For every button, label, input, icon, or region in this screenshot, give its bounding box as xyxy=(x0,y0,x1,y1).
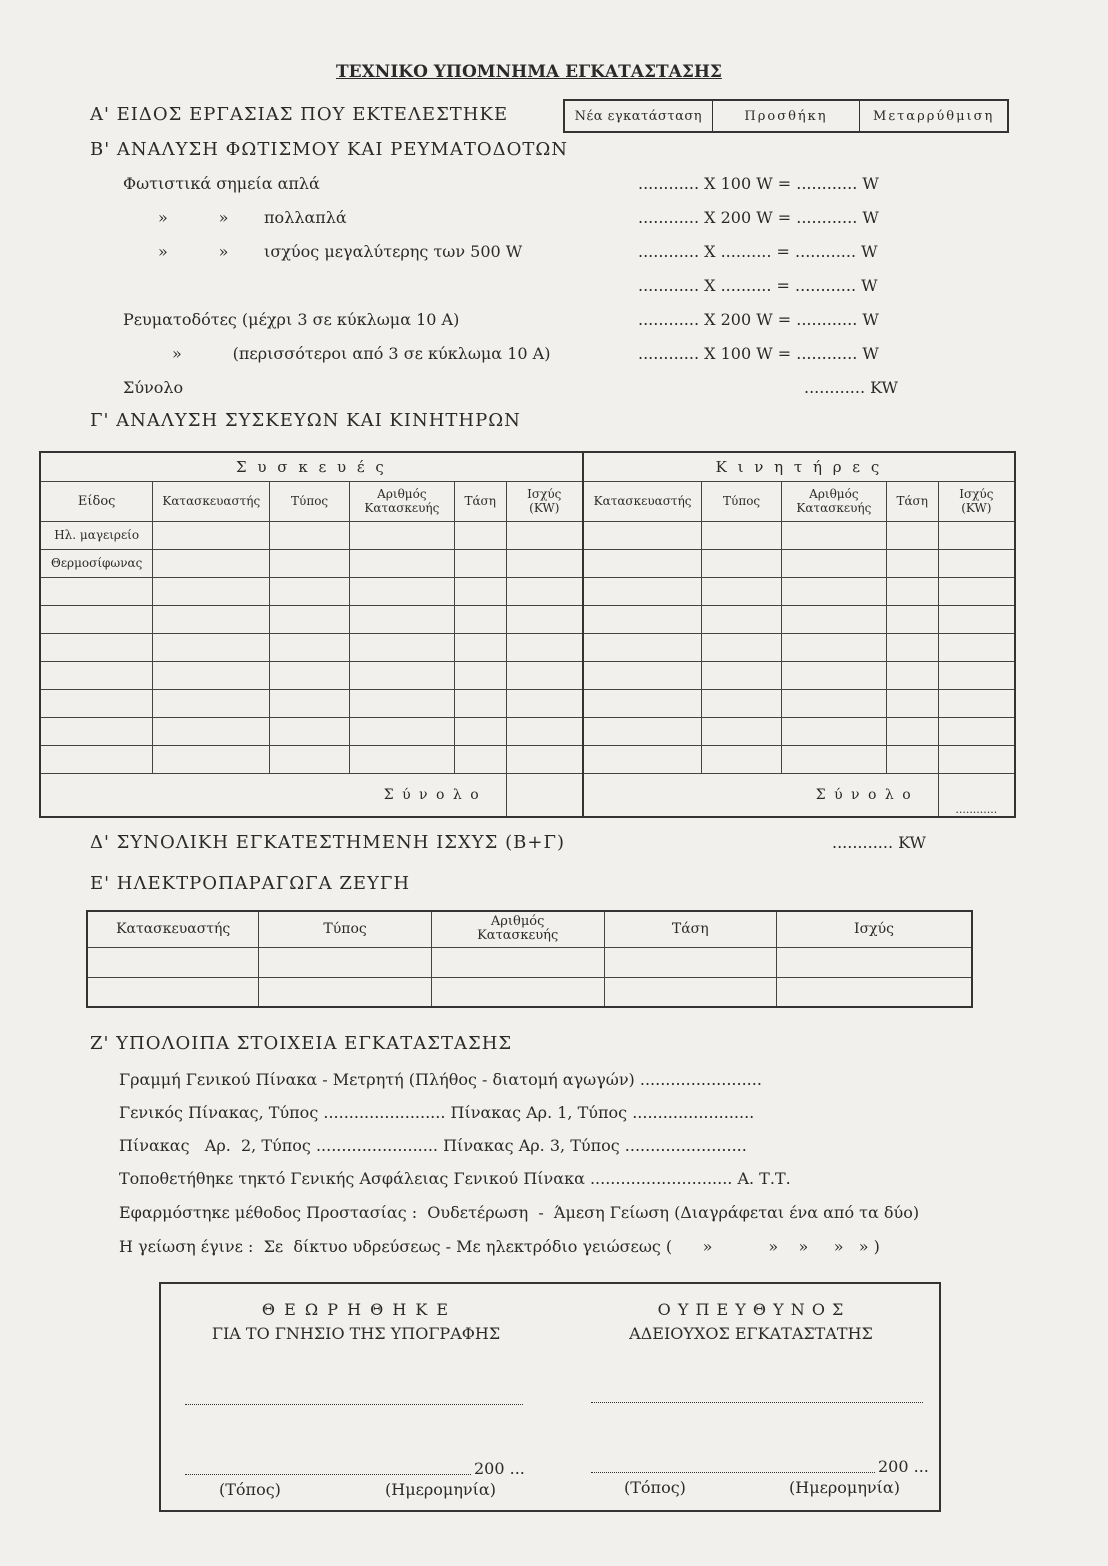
cell[interactable] xyxy=(781,717,886,745)
sockets-calc[interactable]: ............ Χ 200 W = ............ W xyxy=(638,310,879,329)
cell[interactable] xyxy=(431,947,604,977)
cell[interactable] xyxy=(454,717,506,745)
cell[interactable] xyxy=(781,689,886,717)
gen-col-maker: Κατασκευαστής xyxy=(87,911,259,947)
cell[interactable] xyxy=(886,745,938,773)
cell[interactable] xyxy=(153,717,270,745)
cell[interactable] xyxy=(886,577,938,605)
cell[interactable] xyxy=(886,605,938,633)
cell[interactable] xyxy=(349,577,454,605)
cell[interactable] xyxy=(886,521,938,549)
gen-col-type: Τύπος xyxy=(259,911,432,947)
cell[interactable] xyxy=(938,661,1015,689)
table-row xyxy=(40,549,1015,577)
cell[interactable] xyxy=(938,577,1015,605)
section-a-heading: Α' ΕΙΔΟΣ ΕΡΓΑΣΙΑΣ ΠΟΥ ΕΚΤΕΛΕΣΤΗΚΕ xyxy=(90,104,509,125)
cell[interactable] xyxy=(349,661,454,689)
cell[interactable] xyxy=(781,633,886,661)
cell[interactable] xyxy=(604,947,777,977)
section-d-value[interactable]: ............ KW xyxy=(832,833,926,852)
devices-total-label: Σ ύ ν ο λ ο xyxy=(40,773,506,817)
cell[interactable] xyxy=(781,745,886,773)
cell[interactable] xyxy=(270,717,350,745)
col-voltage: Τάση xyxy=(454,481,506,521)
sig-right-place: (Τόπος) xyxy=(624,1478,686,1497)
sig-left-date-line[interactable] xyxy=(185,1474,471,1475)
cell[interactable] xyxy=(886,549,938,577)
cell[interactable] xyxy=(781,577,886,605)
cell[interactable] xyxy=(938,717,1015,745)
section-z-heading: Ζ' ΥΠΟΛΟΙΠΑ ΣΤΟΙΧΕΙΑ ΕΓΚΑΤΑΣΤΑΣΗΣ xyxy=(90,1033,513,1054)
cell[interactable] xyxy=(349,717,454,745)
cell[interactable] xyxy=(454,633,506,661)
col-maker: Κατασκευαστής xyxy=(153,481,270,521)
lighting-extra-calc[interactable]: ............ Χ .......... = ............ W xyxy=(638,276,878,295)
table-row xyxy=(40,689,1015,717)
cell[interactable] xyxy=(781,521,886,549)
motors-total-value[interactable]: ............ xyxy=(938,773,1015,817)
cell[interactable] xyxy=(153,689,270,717)
cell[interactable] xyxy=(153,661,270,689)
motor-col-power xyxy=(938,481,1015,521)
cell[interactable] xyxy=(40,717,153,745)
cell[interactable] xyxy=(40,577,153,605)
cell[interactable] xyxy=(886,633,938,661)
grounding-line[interactable]: Η γείωση έγινε : Σε δίκτυο υδρεύσεως - Με ηλεκτρόδιο γειώσεως ( » » » » » ) xyxy=(119,1237,880,1256)
cell[interactable] xyxy=(40,633,153,661)
cell[interactable] xyxy=(270,689,350,717)
cell[interactable] xyxy=(153,549,270,577)
devices-header: Σ υ σ κ ε υ έ ς xyxy=(40,452,583,481)
devices-motors-table xyxy=(39,451,1016,818)
cell[interactable] xyxy=(87,977,259,1007)
cell[interactable] xyxy=(583,605,702,633)
table-row xyxy=(87,977,972,1007)
main-panel-line[interactable]: Γραμμή Γενικού Πίνακα - Μετρητή (Πλήθος - διατομή αγωγών) ........................ xyxy=(119,1070,762,1089)
section-b-total-label: Σύνολο xyxy=(123,378,184,397)
cell[interactable] xyxy=(506,605,583,633)
cell[interactable] xyxy=(349,549,454,577)
motor-col-voltage: Τάση xyxy=(886,481,938,521)
cell[interactable] xyxy=(886,717,938,745)
cell[interactable] xyxy=(781,661,886,689)
cell[interactable] xyxy=(604,977,777,1007)
cell[interactable] xyxy=(40,605,153,633)
cell[interactable] xyxy=(583,745,702,773)
col-type: Τύπος xyxy=(270,481,350,521)
gen-col-power: Ισχύς xyxy=(777,911,972,947)
cell[interactable] xyxy=(270,661,350,689)
cell[interactable] xyxy=(781,549,886,577)
motors-total-label: Σ ύ ν ο λ ο xyxy=(583,773,938,817)
cell[interactable] xyxy=(40,689,153,717)
option-new-installation[interactable]: Νέα εγκατάσταση xyxy=(574,108,703,124)
cell[interactable] xyxy=(454,549,506,577)
cell[interactable] xyxy=(454,689,506,717)
cell[interactable] xyxy=(506,549,583,577)
cell[interactable] xyxy=(777,947,972,977)
cell[interactable] xyxy=(506,633,583,661)
lighting-multiple-label: » » πολλαπλά xyxy=(158,208,347,227)
cell[interactable] xyxy=(583,689,702,717)
option-addition[interactable]: Προσθήκη xyxy=(712,101,860,131)
protection-method-line[interactable]: Εφαρμόστηκε μέθοδος Προστασίας : Ουδετέρωση - Άμεση Γείωση (Διαγράφεται ένα από τα δύο) xyxy=(119,1203,920,1222)
sockets-label: Ρευματοδότες (μέχρι 3 σε κύκλωμα 10 Α) xyxy=(123,310,460,329)
cell[interactable] xyxy=(454,745,506,773)
table-row xyxy=(40,577,1015,605)
cell[interactable] xyxy=(349,605,454,633)
lighting-simple-calc[interactable]: ............ Χ 100 W = ............ W xyxy=(638,174,879,193)
section-d-heading: Δ' ΣΥΝΟΛΙΚΗ ΕΓΚΑΤΕΣΤΗΜΕΝΗ ΙΣΧΥΣ (Β+Γ) xyxy=(90,832,565,853)
motor-col-serial-line2: Κατασκευής xyxy=(796,501,872,515)
motor-col-serial-line1: Αριθμός xyxy=(809,487,859,501)
cell[interactable] xyxy=(886,689,938,717)
sig-right-year: 200 ... xyxy=(878,1457,929,1476)
cell[interactable] xyxy=(583,717,702,745)
cell[interactable] xyxy=(702,521,782,549)
cell[interactable] xyxy=(506,745,583,773)
option-modification[interactable]: Μεταρρύθμιση xyxy=(859,101,1007,131)
sig-left-signature-line[interactable] xyxy=(185,1404,523,1405)
cell[interactable] xyxy=(270,605,350,633)
cell[interactable] xyxy=(702,745,782,773)
sig-right-signature-line[interactable] xyxy=(591,1402,923,1403)
cell[interactable] xyxy=(506,717,583,745)
cell[interactable] xyxy=(702,717,782,745)
section-b-total-value[interactable]: ............ KW xyxy=(804,378,898,397)
motor-col-power-line1: Ισχύς xyxy=(959,487,994,501)
cell[interactable] xyxy=(270,577,350,605)
cell[interactable] xyxy=(702,661,782,689)
cell[interactable] xyxy=(153,521,270,549)
cell[interactable] xyxy=(506,577,583,605)
table-row xyxy=(40,745,1015,773)
work-type-options xyxy=(563,99,1009,133)
cell[interactable] xyxy=(270,745,350,773)
cell[interactable] xyxy=(153,745,270,773)
cell[interactable] xyxy=(349,521,454,549)
cell[interactable] xyxy=(702,605,782,633)
col-power-line2: (KW) xyxy=(529,501,560,515)
col-serial-line2: Κατασκευής xyxy=(364,501,440,515)
motor-col-maker: Κατασκευαστής xyxy=(583,481,702,521)
gen-col-voltage: Τάση xyxy=(604,911,777,947)
sig-left-place: (Τόπος) xyxy=(219,1480,281,1499)
cell[interactable] xyxy=(938,549,1015,577)
cell[interactable] xyxy=(153,605,270,633)
table-row xyxy=(40,521,1015,549)
cell[interactable] xyxy=(40,745,153,773)
cell[interactable] xyxy=(702,577,782,605)
devices-total-value[interactable] xyxy=(506,773,583,817)
cell[interactable] xyxy=(938,521,1015,549)
cell[interactable] xyxy=(349,745,454,773)
generators-table xyxy=(86,910,973,1008)
table-row xyxy=(87,947,972,977)
cell[interactable] xyxy=(938,605,1015,633)
gen-col-serial-line2: Κατασκευής xyxy=(477,928,559,944)
sig-right-title: Ο Υ Π Ε Υ Θ Υ Ν Ο Σ xyxy=(657,1300,845,1319)
cell[interactable] xyxy=(270,521,350,549)
motor-col-serial xyxy=(781,481,886,521)
cell[interactable] xyxy=(40,661,153,689)
fuse-line[interactable]: Τοποθετήθηκε τηκτό Γενικής Ασφάλειας Γενικού Πίνακα ............................ Α. Τ.Τ. xyxy=(119,1169,791,1188)
cell[interactable] xyxy=(431,977,604,1007)
sig-right-subtitle: ΑΔΕΙΟΥΧΟΣ ΕΓΚΑΤΑΣΤΑΤΗΣ xyxy=(629,1324,873,1343)
cell[interactable] xyxy=(702,633,782,661)
cell[interactable] xyxy=(506,689,583,717)
cell[interactable] xyxy=(583,549,702,577)
sockets-more-label: » (περισσότεροι από 3 σε κύκλωμα 10 Α) xyxy=(172,344,551,363)
cell[interactable] xyxy=(454,661,506,689)
section-e-heading: Ε' ΗΛΕΚΤΡΟΠΑΡΑΓΩΓΑ ΖΕΥΓΗ xyxy=(90,873,411,894)
cell[interactable] xyxy=(506,521,583,549)
cell[interactable] xyxy=(938,633,1015,661)
cell[interactable] xyxy=(781,605,886,633)
cell[interactable] xyxy=(270,633,350,661)
section-c-heading: Γ' ΑΝΑΛΥΣΗ ΣΥΣΚΕΥΩΝ ΚΑΙ ΚΙΝΗΤΗΡΩΝ xyxy=(90,410,521,431)
sig-left-year: 200 ... xyxy=(474,1459,525,1478)
col-power xyxy=(506,481,583,521)
table-row xyxy=(40,633,1015,661)
col-kind: Είδος xyxy=(40,481,153,521)
cell[interactable] xyxy=(153,633,270,661)
cell[interactable] xyxy=(702,689,782,717)
cell[interactable] xyxy=(938,745,1015,773)
cell[interactable] xyxy=(259,977,432,1007)
cell[interactable] xyxy=(583,521,702,549)
cell[interactable] xyxy=(583,661,702,689)
lighting-simple-label: Φωτιστικά σημεία απλά xyxy=(123,174,320,193)
motor-col-power-line2: (KW) xyxy=(961,501,992,515)
sockets-more-calc[interactable]: ............ Χ 100 W = ............ W xyxy=(638,344,879,363)
cell[interactable] xyxy=(349,633,454,661)
cell[interactable] xyxy=(886,661,938,689)
cell[interactable] xyxy=(583,577,702,605)
table-row xyxy=(40,717,1015,745)
document-title: ΤΕΧΝΙΚΟ ΥΠΟΜΝΗΜΑ ΕΓΚΑΤΑΣΤΑΣΗΣ xyxy=(336,62,722,82)
col-power-line1: Ισχύς xyxy=(527,487,562,501)
section-b-heading: Β' ΑΝΑΛΥΣΗ ΦΩΤΙΣΜΟΥ ΚΑΙ ΡΕΥΜΑΤΟΔΟΤΩΝ xyxy=(90,139,569,160)
table-row xyxy=(40,605,1015,633)
cell[interactable] xyxy=(270,549,350,577)
sig-left-date: (Ημερομηνία) xyxy=(385,1480,496,1499)
cell[interactable] xyxy=(938,689,1015,717)
panel-types-line1[interactable]: Γενικός Πίνακας, Τύπος ........................ Πίνακας Αρ. 1, Τύπος ........................ xyxy=(119,1103,755,1122)
lighting-high-power-label: » » ισχύος μεγαλύτερης των 500 W xyxy=(158,242,523,261)
row-label-stove[interactable]: Ηλ. μαγειρείο xyxy=(40,521,153,549)
cell[interactable] xyxy=(583,633,702,661)
panel-types-line2[interactable]: Πίνακας Αρ. 2, Τύπος ........................ Πίνακας Αρ. 3, Τύπος ........................ xyxy=(119,1136,747,1155)
gen-col-serial xyxy=(431,911,604,947)
cell[interactable] xyxy=(454,605,506,633)
cell[interactable] xyxy=(506,661,583,689)
lighting-multiple-calc[interactable]: ............ Χ 200 W = ............ W xyxy=(638,208,879,227)
sig-left-subtitle: ΓΙΑ ΤΟ ΓΝΗΣΙΟ ΤΗΣ ΥΠΟΓΡΑΦΗΣ xyxy=(211,1324,501,1343)
sig-right-date: (Ημερομηνία) xyxy=(789,1478,900,1497)
cell[interactable] xyxy=(87,947,259,977)
cell[interactable] xyxy=(702,549,782,577)
signature-box xyxy=(159,1282,941,1512)
gen-col-serial-line1: Αριθμός xyxy=(490,914,545,930)
cell[interactable] xyxy=(454,521,506,549)
cell[interactable] xyxy=(349,689,454,717)
cell[interactable] xyxy=(454,577,506,605)
col-serial xyxy=(349,481,454,521)
cell[interactable] xyxy=(153,577,270,605)
cell[interactable] xyxy=(777,977,972,1007)
table-row xyxy=(40,661,1015,689)
lighting-high-power-calc[interactable]: ............ Χ .......... = ............ W xyxy=(638,242,878,261)
cell[interactable] xyxy=(259,947,432,977)
sig-left-title: Θ Ε Ω Ρ Η Θ Η Κ Ε xyxy=(261,1300,451,1319)
sig-right-date-line[interactable] xyxy=(591,1472,875,1473)
motors-header: Κ ι ν η τ ή ρ ε ς xyxy=(583,452,1015,481)
row-label-water-heater[interactable]: Θερμοσίφωνας xyxy=(40,549,153,577)
motor-col-type: Τύπος xyxy=(702,481,782,521)
col-serial-line1: Αριθμός xyxy=(377,487,427,501)
